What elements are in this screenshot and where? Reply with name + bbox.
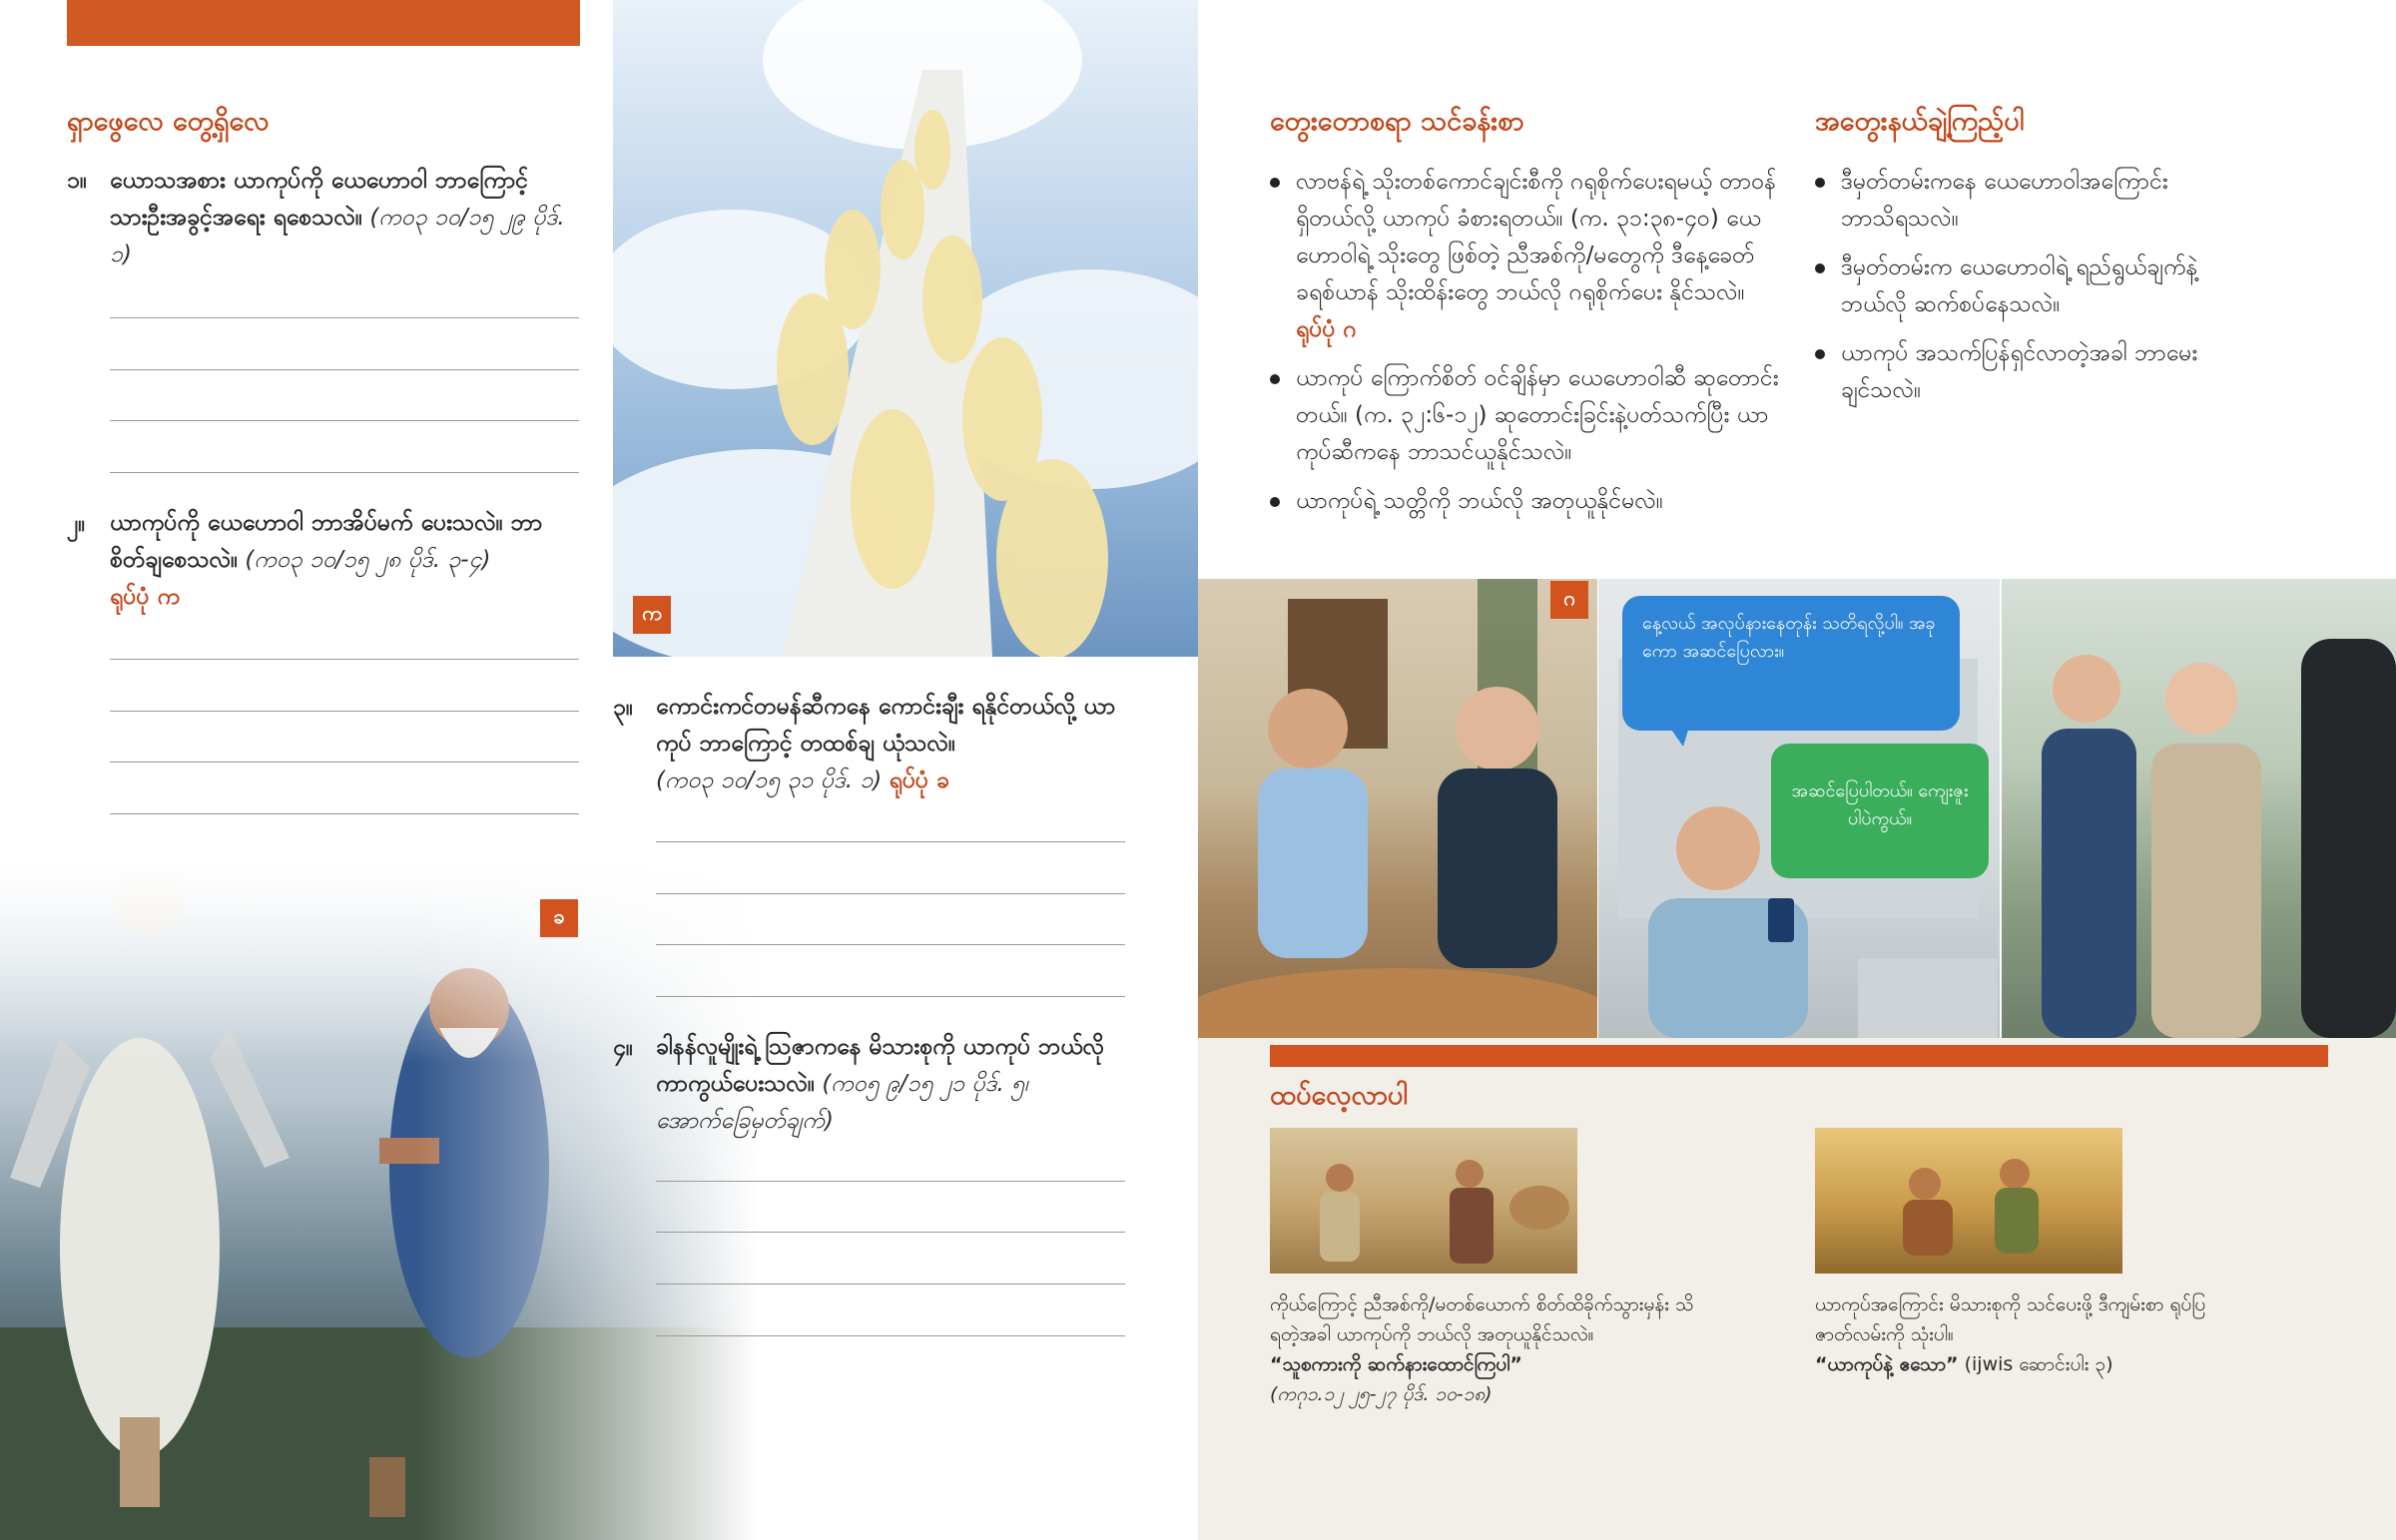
answer-line[interactable] — [656, 1181, 1125, 1182]
discuss-item — [1270, 360, 1784, 471]
picture-ref: ရုပ်ပုံ ဂ — [1296, 316, 1357, 342]
answer-line[interactable] — [110, 659, 579, 660]
picture-badge-b: ခ — [540, 899, 578, 937]
chat-bubble-green: အဆင်ပြေပါတယ်။ ကျေးဇူးပါပဲကွယ်။ — [1771, 744, 1989, 878]
answer-line[interactable] — [110, 369, 579, 370]
photo-ministry-door — [2002, 579, 2396, 1038]
top-orange-band — [67, 0, 580, 46]
reflect-item: ယာကုပ် အသက်ပြန်ရှင်လာတဲ့အခါ ဘာမေးချင်သလဲ။ — [1815, 335, 2204, 409]
more-right-tail: (ijwis ဆောင်းပါး ၃) — [1964, 1353, 2113, 1375]
stairway-scene — [613, 0, 1198, 657]
answer-line[interactable] — [110, 762, 579, 763]
discuss-item-text: လာဗန်ရဲ့ သိုးတစ်ကောင်ချင်းစီကို ဂရုစိုက်ပေးရမယ့် တာဝန် ရှိတယ်လို့ ယာကုပ် ခံစားရတယ်။ (က. ၃၁:၃၈-၄၀) ယေဟောဝါရဲ့ သိုးတွေ ဖြစ်တဲ့ ညီအစ်ကို/မတွေကို ဒီနေ့ခေတ် ခရစ်ယာန် သိုးထိန်းတွေ ဘယ်လို ဂရုစိုက်ပေး နိုင်သလဲ။ — [1296, 169, 1777, 305]
chat-bubble-blue: နေ့လယ် အလုပ်နားနေတုန်း သတိရလို့ပါ။ အခုကော အဆင်ပြေလား။ — [1622, 596, 1960, 731]
thumb-jacob-esau-comic[interactable] — [1815, 1128, 2122, 1274]
reflect-item: ဒီမှတ်တမ်းကနေ ယေဟောဝါအကြောင်း ဘာသိရသလဲ။ — [1815, 164, 2204, 238]
answer-line[interactable] — [110, 420, 579, 421]
more-right-title[interactable]: “ယာကုပ်နဲ့ ဧသော” — [1815, 1353, 1959, 1375]
more-heading: ထပ်လေ့လာပါ — [1270, 1080, 1408, 1111]
question-2-text: ယာကုပ်ကို ယေဟောဝါ ဘာအိပ်မက် ပေးသလဲ။ ဘာစိတ်ချစေသလဲ။ — [110, 510, 543, 573]
more-left-text: ကိုယ်ကြောင့် ညီအစ်ကို/မတစ်ယောက် စိတ်ထိခိုက်သွားမှန်း သိရတဲ့အခါ ယာကုပ်ကို ဘယ်လို အတုယူနိုင်သလဲ။ — [1270, 1293, 1694, 1345]
question-1 — [110, 163, 579, 273]
illustration-wrestling — [0, 858, 759, 1540]
question-3 — [656, 689, 1127, 799]
question-3-number: ၃။ — [613, 695, 633, 721]
answer-line[interactable] — [656, 1335, 1125, 1336]
question-3-text: ကောင်းကင်တမန်ဆီကနေ ကောင်းချီး ရနိုင်တယ်လို့ ယာကုပ် ဘာကြောင့် တထစ်ချ ယုံသလဲ။ — [656, 694, 1116, 757]
more-left-title[interactable]: “သူစကားကို ဆက်နားထောင်ကြပါ” — [1270, 1353, 1522, 1375]
question-4 — [656, 1029, 1127, 1140]
elders-scene — [1198, 579, 1597, 1038]
more-right-text: ယာကုပ်အကြောင်း မိသားစုကို သင်ပေးဖို့ ဒီကျမ်းစာ ရုပ်ပြဇာတ်လမ်းကို သုံးပါ။ — [1815, 1293, 2206, 1345]
answer-line[interactable] — [110, 472, 579, 473]
answer-line[interactable] — [656, 1283, 1125, 1284]
reflect-heading: အတွေးနယ်ချဲ့ကြည့်ပါ — [1815, 106, 2025, 137]
discuss-item-text: ယာကုပ် ကြောက်စိတ် ဝင်ချိန်မှာ ယေဟောဝါဆီ ဆုတောင်း တယ်။ (က. ၃၂:၆-၁၂) ဆုတောင်းခြင်းနဲ့ပတ်သက်ပြီး ယာကုပ်ဆီကနေ ဘာသင်ယူနိုင်သလဲ။ — [1296, 365, 1779, 465]
question-1-ref: (ကဝ၃ ၁၀/၁၅ ၂၉ ပိုဒ်. ၁) — [110, 205, 565, 267]
ministry-scene — [2002, 579, 2396, 1038]
more-left-ref: (ကဂု၁.၁၂ ၂၅-၂၇ ပိုဒ်. ၁၀-၁၈) — [1270, 1383, 1493, 1405]
answer-line[interactable] — [110, 317, 579, 318]
more-left-caption — [1270, 1289, 1699, 1409]
illustration-stairway-angels — [613, 0, 1198, 657]
wrestling-scene — [0, 858, 759, 1540]
answer-line[interactable] — [656, 893, 1125, 894]
question-2-number: ၂။ — [67, 511, 86, 537]
question-4-number: ၄။ — [613, 1035, 633, 1061]
answer-line[interactable] — [656, 1232, 1125, 1233]
find-out-heading: ရှာဖွေလေ တွေ့ရှိလေ — [67, 106, 270, 137]
discuss-item-text: ယာကုပ်ရဲ့ သတ္တိကို ဘယ်လို အတုယူနိုင်မလဲ။ — [1296, 488, 1663, 514]
chat-bubble-blue-tail — [1669, 727, 1689, 747]
picture-badge-c: ဂ — [1550, 581, 1588, 619]
question-2 — [110, 505, 579, 616]
question-1-text: ယောသအစား ယာကုပ်ကို ယေဟောဝါ ဘာကြောင့် သားဦးအခွင့်အရေး ရစေသလဲ။ — [110, 168, 529, 231]
more-orange-bar — [1270, 1045, 2328, 1067]
thumb-jacob-esau-meeting[interactable] — [1270, 1128, 1577, 1274]
answer-line[interactable] — [656, 996, 1125, 997]
question-2-ref: (ကဝ၃ ၁၀/၁၅ ၂၈ ပိုဒ်. ၃-၄) — [245, 547, 491, 573]
answer-line[interactable] — [110, 711, 579, 712]
photo-elders-visit — [1198, 579, 1597, 1038]
question-4-text: ခါနန်လူမျိုးရဲ့ ဩဇာကနေ မိသားစုကို ယာကုပ် ဘယ်လို ကာကွယ်ပေးသလဲ။ — [656, 1034, 1105, 1097]
question-3-ref: (ကဝ၃ ၁၀/၁၅ ၃၁ ပိုဒ်. ၁) — [656, 768, 883, 793]
reflect-list — [1815, 164, 2204, 421]
question-1-number: ၁။ — [67, 168, 87, 194]
meeting-thumb-art — [1270, 1128, 1577, 1274]
discuss-item — [1270, 483, 1784, 520]
picture-ref: ရုပ်ပုံ ခ — [889, 768, 949, 793]
more-right-title-line — [1815, 1349, 2234, 1379]
answer-line[interactable] — [656, 841, 1125, 842]
comic-thumb-art — [1815, 1128, 2122, 1274]
answer-line[interactable] — [656, 944, 1125, 945]
reflect-item: ဒီမှတ်တမ်းက ယေဟောဝါရဲ့ ရည်ရွယ်ချက်နဲ့ ဘယ်လို ဆက်စပ်နေသလဲ။ — [1815, 250, 2204, 323]
picture-badge-a: က — [633, 596, 671, 634]
answer-line[interactable] — [110, 813, 579, 814]
discuss-heading: တွေးတောစရာ သင်ခန်းစာ — [1270, 106, 1524, 137]
more-right-caption — [1815, 1289, 2234, 1379]
discuss-list — [1270, 164, 1784, 532]
question-4-ref: (ကဝ၅ ၉/၁၅ ၂၁ ပိုဒ်. ၅၊ အောက်ခြေမှတ်ချက်) — [656, 1071, 1028, 1134]
discuss-item — [1270, 164, 1784, 348]
picture-ref: ရုပ်ပုံ က — [110, 584, 180, 610]
